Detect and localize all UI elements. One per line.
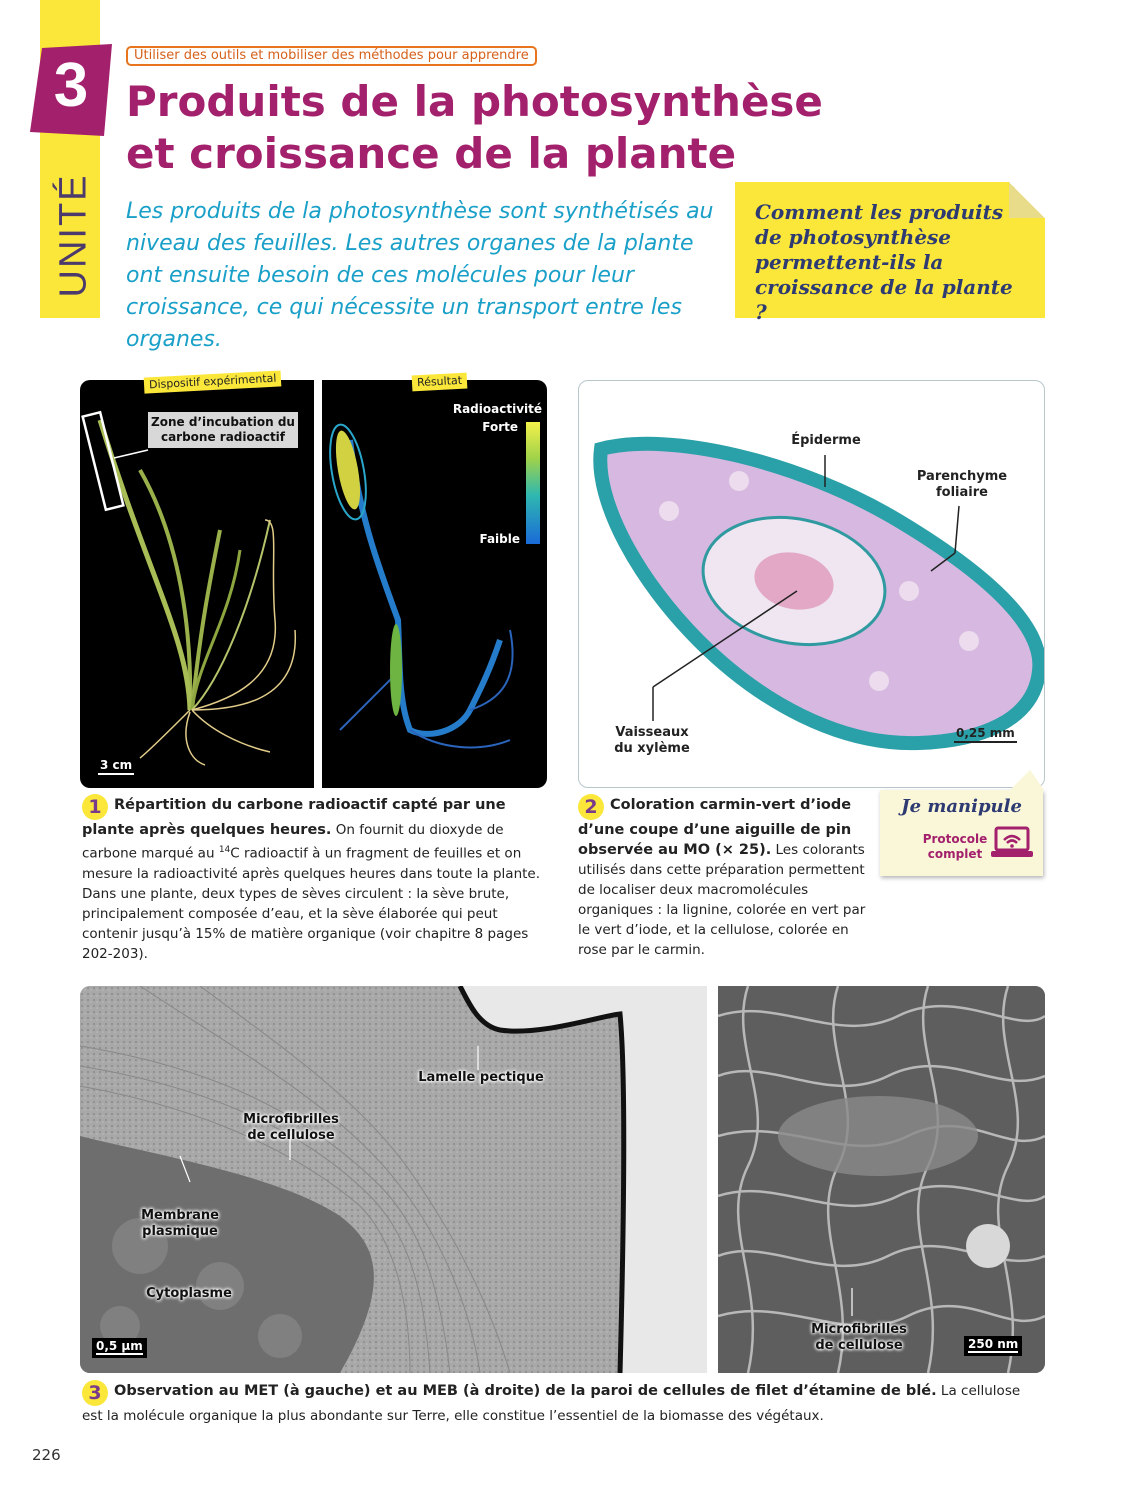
question-box — [735, 182, 1045, 324]
unit-number: 3 — [53, 51, 89, 120]
doc1-caption-post: C radioactif à un fragment de feuilles et on mesure la radioactivité après quelques heures dans toute la plante. Dans une plante, deux types de sèves circulent : la sève brute, principalement composée d’eau, et la sève élaborée qui peut contenir jusqu’à 15% de matière organique (voir chapitre 8 pages 202-203). — [82, 845, 541, 962]
met-micrograph — [80, 986, 707, 1373]
doc2-caption-body: Les colorants utilisés dans cette préparation permettent de localiser deux macromolécules organiques : la lignine, colorée en vert par le vert d’iode, et la cellulose, colorée en rose par le carmin. — [578, 842, 866, 958]
label-parenchyme: Parenchyme foliaire — [916, 469, 1008, 500]
page-title — [126, 76, 846, 180]
doc3-scale-right: 250 nm — [964, 1336, 1022, 1356]
label-membrane-plasmique: Membrane plasmique — [141, 1208, 219, 1239]
label-microfibrilles-right: Microfibrilles de cellulose — [811, 1322, 907, 1353]
doc3-meb-image — [718, 986, 1045, 1373]
page-number: 226 — [32, 1446, 61, 1464]
doc1-scale-bar: 3 cm — [98, 758, 134, 775]
title-line-2: et croissance de la plante — [126, 129, 737, 178]
doc1-number: 1 — [82, 794, 108, 820]
doc3-number: 3 — [82, 1380, 108, 1406]
radioactivity-title: Radioactivité — [452, 402, 542, 416]
je-manipule-title: Je manipule — [901, 796, 1022, 817]
je-manipule-card[interactable] — [880, 790, 1043, 876]
doc3-met-image — [80, 986, 707, 1373]
unit-number-badge — [30, 44, 112, 136]
doc2-number: 2 — [578, 794, 604, 820]
method-tag: Utiliser des outils et mobiliser des méthodes pour apprendre — [126, 46, 537, 66]
question-text: Comment les produits de photosynthèse permettent-ils la croissance de la plante ? — [755, 200, 1013, 324]
intro-text: Les produits de la photosynthèse sont synthétisés au niveau des feuilles. Les autres organes de la plante ont ensuite besoin de ces molécules pour leur croissance, ce qui nécessite un transport entre les organes. — [126, 199, 714, 352]
label-lamelle-pectique: Lamelle pectique — [418, 1070, 544, 1085]
tag-result: Résultat — [412, 373, 468, 392]
protocol-link[interactable]: Protocole complet — [922, 832, 988, 861]
label-vaisseaux: Vaisseaux du xylème — [614, 725, 690, 756]
radioactivity-low: Faible — [479, 532, 520, 546]
doc3-scale-left: 0,5 µm — [92, 1338, 147, 1358]
doc1-caption-pre: On fournit du dioxyde de carbone marqué au — [82, 822, 504, 862]
doc1-caption-sup: 14 — [218, 845, 231, 855]
label-epiderme: Épiderme — [791, 433, 861, 448]
doc2-caption-title: Coloration carmin-vert d’iode d’une coupe d’une aiguille de pin observée au MO (× 25). — [578, 797, 852, 858]
doc1-caption-title: Répartition du carbone radioactif capté par une plante après quelques heures. — [82, 797, 506, 838]
meb-micrograph — [718, 986, 1045, 1373]
tag-experimental-setup: Dispositif expérimental — [144, 370, 282, 393]
card-pointer — [1010, 770, 1044, 790]
panel-divider — [314, 380, 322, 788]
incubation-zone-label: Zone d’incubation du carbone radioactif — [148, 412, 298, 448]
unit-label: UNITÉ — [52, 173, 95, 297]
doc2-caption — [578, 794, 878, 960]
doc2-scale-bar: 0,25 mm — [954, 726, 1017, 743]
doc3-caption-body: La cellulose est la molécule organique la plus abondante sur Terre, elle constitue l’essentiel de la biomasse des végétaux. — [82, 1383, 1021, 1424]
doc1-caption — [82, 794, 552, 964]
doc3-caption-title: Observation au MET (à gauche) et au MEB (à droite) de la paroi de cellules de filet d’étamine de blé. — [114, 1383, 937, 1399]
radioactivity-high: Forte — [482, 420, 518, 434]
radioactivity-scale-bar — [526, 422, 540, 544]
laptop-wifi-icon — [990, 826, 1034, 860]
page-curl — [1009, 182, 1045, 218]
doc3-caption — [82, 1380, 1042, 1426]
title-line-1: Produits de la photosynthèse — [126, 77, 823, 126]
label-cytoplasme: Cytoplasme — [146, 1286, 232, 1301]
label-microfibrilles-left: Microfibrilles de cellulose — [243, 1112, 339, 1143]
